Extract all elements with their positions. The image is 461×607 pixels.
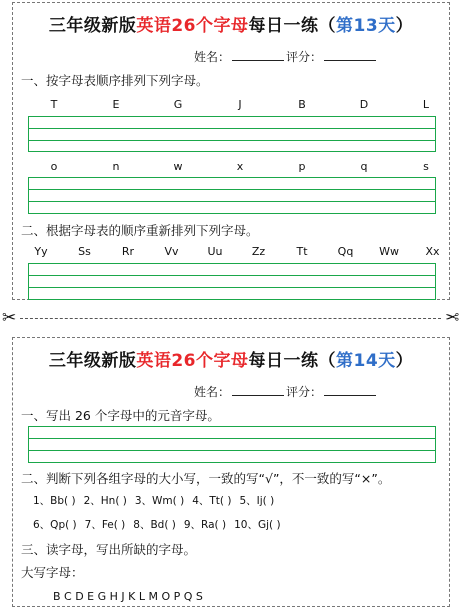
judge-items-row-1	[33, 493, 282, 508]
letter-item: Tt	[296, 245, 308, 258]
judge-item[interactable]: 9、Ra( )	[183, 519, 227, 531]
letter-item: x	[236, 160, 244, 173]
letter-item: w	[173, 160, 183, 173]
name-blank[interactable]	[232, 49, 284, 61]
letter-item: Vv	[164, 245, 179, 258]
judge-item[interactable]: 1、Bb( )	[33, 495, 76, 507]
judge-item[interactable]: 8、Bd( )	[133, 519, 176, 531]
judge-item[interactable]: 7、Fe( )	[84, 519, 126, 531]
letter-item: B	[298, 98, 306, 111]
writing-lines-1[interactable]	[28, 116, 436, 152]
letter-row-3	[13, 245, 449, 259]
worksheet-day-13	[12, 2, 450, 300]
writing-lines-2[interactable]	[28, 177, 436, 214]
uppercase-label: 大写字母：	[21, 565, 84, 580]
letter-item: n	[112, 160, 120, 173]
judge-item[interactable]: 4、Tt( )	[192, 495, 232, 507]
letter-row-1	[13, 98, 449, 112]
question-3: 三、读字母，写出所缺的字母。	[21, 542, 197, 557]
judge-item[interactable]: 3、Wm( )	[134, 495, 185, 507]
scissors-icon: ✂	[444, 308, 459, 328]
question-2: 二、判断下列各组字母的大小写，一致的写“√”，不一致的写“×”。	[21, 471, 391, 486]
letter-row-2	[13, 160, 449, 174]
letter-item: s	[423, 160, 429, 173]
writing-lines-3[interactable]	[28, 263, 436, 300]
letter-item: D	[359, 98, 369, 111]
name-score-row: 姓名： 评分：	[13, 48, 449, 65]
judge-items-row-2	[33, 517, 289, 532]
judge-item[interactable]: 2、Hn( )	[83, 495, 127, 507]
question-1: 一、写出 26 个字母中的元音字母。	[21, 408, 220, 423]
writing-lines-vowels[interactable]	[28, 426, 436, 463]
letter-item: o	[50, 160, 58, 173]
worksheet-title: 三年级新版英语26个字母每日一练（第14天）	[48, 351, 414, 371]
question-1: 一、按字母表顺序排列下列字母。	[21, 73, 209, 88]
question-2: 二、根据字母表的顺序重新排列下列字母。	[21, 223, 259, 238]
uppercase-letter-row: B C D E G H J K L M O P Q S	[53, 590, 203, 603]
letter-item: G	[173, 98, 183, 111]
name-score-row: 姓名： 评分：	[13, 383, 449, 400]
letter-item: Rr	[121, 245, 135, 258]
letter-item: Xx	[425, 245, 440, 258]
score-blank[interactable]	[324, 49, 376, 61]
letter-item: q	[360, 160, 368, 173]
letter-item: Ss	[78, 245, 91, 258]
letter-item: Zz	[251, 245, 266, 258]
letter-item: T	[50, 98, 58, 111]
cut-line	[0, 308, 461, 328]
letter-item: Qq	[337, 245, 354, 258]
letter-item: E	[112, 98, 120, 111]
letter-item: p	[298, 160, 306, 173]
judge-item[interactable]: 10、Gj( )	[234, 519, 281, 531]
worksheet-day-14	[12, 337, 450, 607]
scissors-icon: ✂	[2, 308, 17, 328]
score-blank[interactable]	[324, 384, 376, 396]
name-blank[interactable]	[232, 384, 284, 396]
letter-item: Yy	[34, 245, 48, 258]
letter-item: J	[238, 98, 242, 111]
letter-item: L	[422, 98, 430, 111]
worksheet-title: 三年级新版英语26个字母每日一练（第13天）	[48, 16, 414, 36]
judge-item[interactable]: 5、Ij( )	[239, 495, 275, 507]
letter-item: Ww	[379, 245, 399, 258]
judge-item[interactable]: 6、Qp( )	[33, 519, 77, 531]
letter-item: Uu	[207, 245, 223, 258]
